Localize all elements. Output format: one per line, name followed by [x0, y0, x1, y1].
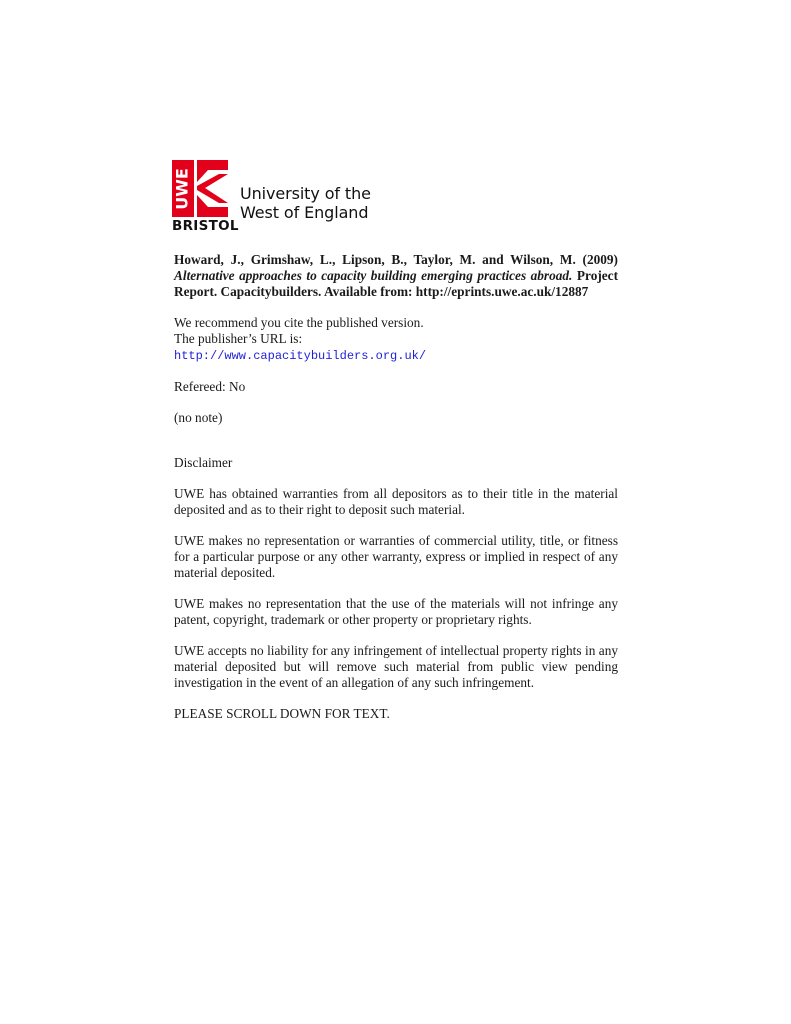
uwe-logo	[172, 160, 372, 232]
disclaimer-heading: Disclaimer	[174, 455, 233, 470]
document-body	[174, 252, 618, 722]
note-text: (no note)	[174, 410, 223, 425]
disclaimer-paragraph: UWE has obtained warranties from all depositors as to their title in the material deposited and as to their right to deposit such material.	[174, 486, 618, 517]
disclaimer-paragraph: UWE makes no representation or warranties of commercial utility, title, or fitness for a particular purpose or any other warranty, express or implied in respect of any material deposited.	[174, 533, 618, 580]
publisher-url-link[interactable]: http://www.capacitybuilders.org.uk/	[174, 349, 427, 363]
citation-title: Alternative approaches to capacity building emerging practices abroad.	[174, 268, 573, 283]
university-name-line1: University of the	[240, 184, 371, 203]
publisher-line2: The publisher’s URL is:	[174, 331, 303, 346]
logo-city: BRISTOL	[172, 218, 239, 234]
disclaimer-paragraph: UWE makes no representation that the use of the materials will not infringe any patent, copyright, trademark or other property or proprietary rights.	[174, 596, 618, 627]
citation	[174, 252, 618, 300]
university-name	[240, 184, 371, 222]
citation-authors: Howard, J., Grimshaw, L., Lipson, B., Taylor, M. and Wilson, M. (2009)	[174, 252, 618, 267]
university-name-line2: West of England	[240, 203, 369, 222]
uwe-logo-mark	[172, 160, 228, 217]
refereed-status: Refereed: No	[174, 379, 246, 394]
publisher-line1: We recommend you cite the published version.	[174, 315, 424, 330]
scroll-notice: PLEASE SCROLL DOWN FOR TEXT.	[174, 706, 390, 721]
disclaimer-paragraph: UWE accepts no liability for any infringement of intellectual property rights in any material deposited but will remove such material from public view pending investigation in the event of an allegation of any such infringement.	[174, 643, 618, 690]
publisher-info	[174, 315, 618, 364]
citation-rest: Project Report. Capacitybuilders. Available from: http://eprints.uwe.ac.uk/12887	[174, 268, 618, 299]
svg-text:UWE: UWE	[172, 168, 192, 210]
